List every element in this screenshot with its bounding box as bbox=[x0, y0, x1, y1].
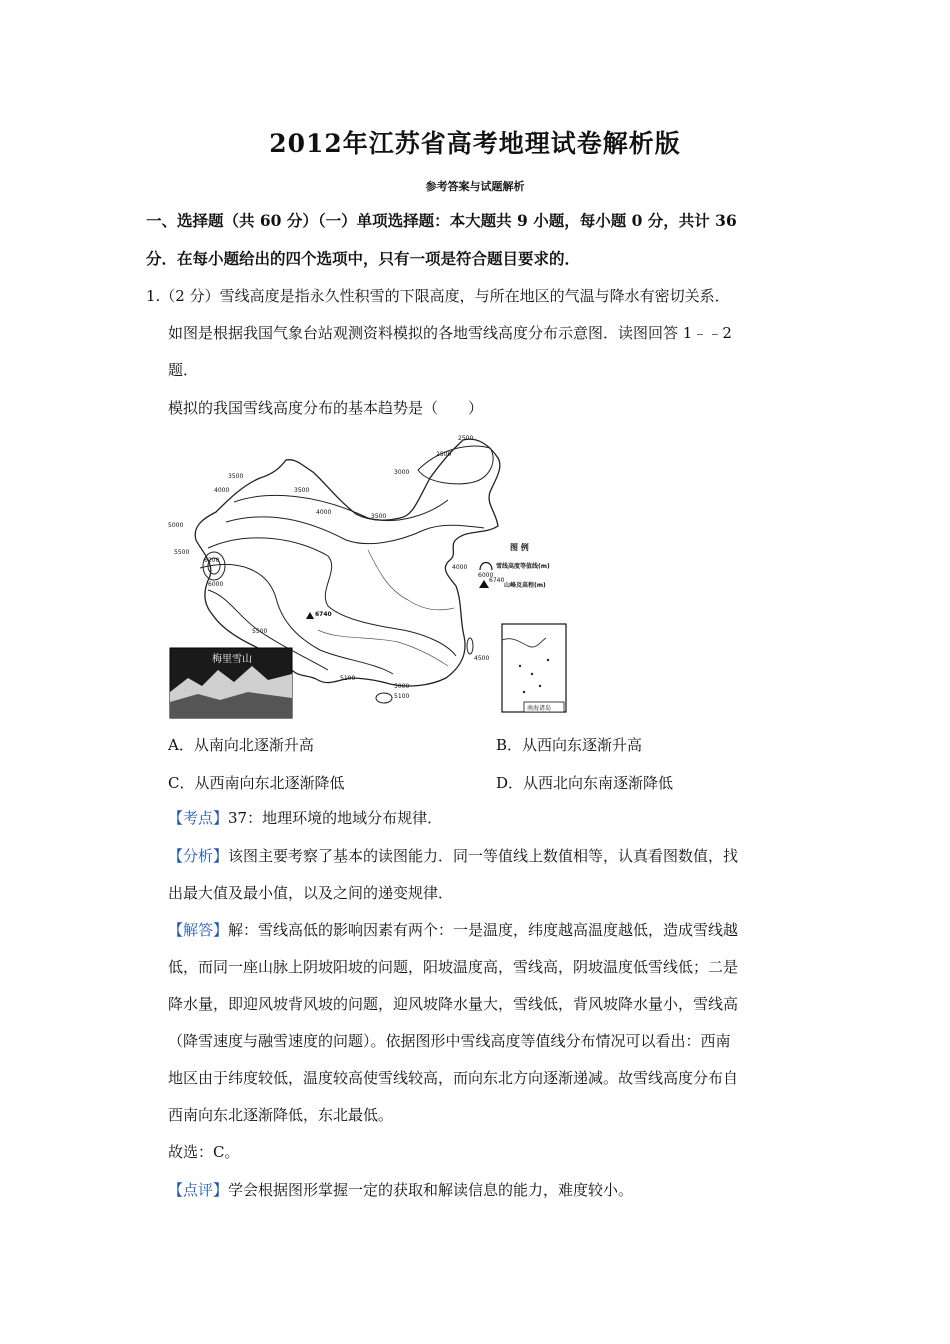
option-d: D．从西北向东南逐渐降低 bbox=[496, 774, 674, 792]
kaodian-tag: 【考点】 bbox=[168, 809, 229, 827]
kaodian-line bbox=[168, 800, 808, 837]
legend-peak-label: 山峰及高程(m) bbox=[504, 582, 546, 589]
answer-line: 故选：C。 bbox=[168, 1143, 240, 1161]
jieda-tag: 【解答】 bbox=[168, 921, 229, 939]
river-line bbox=[368, 550, 454, 610]
legend-title: 图 例 bbox=[510, 543, 529, 552]
question-line-3: 题． bbox=[168, 361, 199, 379]
inset-island bbox=[531, 673, 533, 675]
jieda-line-2: 低，而同一座山脉上阴坡阳坡的问题，阳坡温度高，雪线高，阴坡温度低雪线低；二是 bbox=[168, 958, 739, 976]
contour-label: 5500 bbox=[174, 549, 190, 556]
taiwan-island bbox=[467, 638, 473, 654]
jieda-line-4: （降雪速度与融雪速度的问题）。依据图形中雪线高度等值线分布情况可以看出：西南 bbox=[168, 1032, 731, 1050]
dianping-line bbox=[168, 1172, 808, 1209]
question-line-1: 1.（2 分）雪线高度是指永久性积雪的下限高度，与所在地区的气温与降水有密切关系． bbox=[146, 287, 730, 305]
document-subtitle: 参考答案与试题解析 bbox=[425, 180, 525, 193]
contour-label: 2500 bbox=[458, 435, 474, 442]
contour-label: 3500 bbox=[294, 487, 310, 494]
legend-peak-symbol bbox=[479, 580, 489, 588]
inset-island bbox=[547, 659, 549, 661]
contour-label: 4000 bbox=[214, 487, 230, 494]
jieda-line-5: 地区由于纬度较低，温度较高使雪线较高，而向东北方向逐渐递减。故雪线高度分布自 bbox=[168, 1069, 739, 1087]
jieda-line-3: 降水量，即迎风坡背风坡的问题，迎风坡降水量大，雪线低，背风坡降水量小，雪线高 bbox=[168, 995, 739, 1013]
section-heading-line-2: 分．在每小题给出的四个选项中，只有一项是符合题目要求的． bbox=[146, 249, 581, 268]
option-b: B．从西向东逐渐升高 bbox=[496, 736, 643, 754]
dianping-tag: 【点评】 bbox=[168, 1181, 229, 1199]
legend-contour-sample: 6000 bbox=[478, 572, 494, 579]
inset-island bbox=[523, 691, 525, 693]
legend-contour-label: 雪线高度等值线(m) bbox=[496, 563, 550, 570]
hainan-island bbox=[376, 693, 392, 703]
fenxi-tag: 【分析】 bbox=[168, 847, 229, 865]
contour-line bbox=[208, 538, 456, 656]
dianping-text: 学会根据图形掌握一定的获取和解读信息的能力，难度较小。 bbox=[228, 1181, 634, 1199]
contour-label: 4000 bbox=[316, 509, 332, 516]
snowline-map-svg bbox=[168, 430, 572, 720]
contour-label: 3000 bbox=[394, 469, 410, 476]
contour-label: 5000 bbox=[394, 683, 410, 690]
option-a: A．从南向北逐渐升高 bbox=[168, 736, 314, 754]
contour-label: 5500 bbox=[252, 628, 268, 635]
snowline-map-figure bbox=[168, 430, 572, 720]
fenxi-line-2: 出最大值及最小值，以及之间的递变规律． bbox=[168, 884, 454, 902]
contour-label: 6200 bbox=[204, 557, 220, 564]
document-title: 2012年江苏省高考地理试卷解析版 bbox=[269, 129, 681, 158]
legend-peak-sample: 6740 bbox=[489, 577, 505, 584]
contour-line bbox=[418, 446, 493, 484]
peak-marker bbox=[306, 612, 314, 619]
contour-label: 3500 bbox=[371, 513, 387, 520]
contour-label: 5100 bbox=[394, 693, 410, 700]
photo-label: 梅里雪山 bbox=[212, 654, 252, 665]
river-line bbox=[318, 630, 448, 666]
jieda-line-1 bbox=[168, 912, 808, 949]
contour-label: 5000 bbox=[168, 522, 184, 529]
contour-label: 5100 bbox=[340, 675, 356, 682]
legend-contour-symbol bbox=[480, 563, 492, 571]
jieda-text-1: 解：雪线高低的影响因素有两个：一是温度，纬度越高温度越低，造成雪线越 bbox=[228, 921, 739, 939]
kaodian-text: 37：地理环境的地域分布规律． bbox=[228, 809, 443, 827]
inset-island bbox=[539, 685, 541, 687]
contour-line bbox=[226, 517, 484, 544]
fenxi-line-1 bbox=[168, 838, 808, 875]
inset-island bbox=[519, 665, 521, 667]
contour-label: 4500 bbox=[474, 655, 490, 662]
contour-label: 3500 bbox=[228, 473, 244, 480]
contour-label: 6000 bbox=[208, 581, 224, 588]
question-stem: 模拟的我国雪线高度分布的基本趋势是（ ） bbox=[168, 399, 484, 417]
inset-frame bbox=[502, 624, 566, 712]
jieda-line-6: 西南向东北逐渐降低，东北最低。 bbox=[168, 1106, 394, 1124]
section-heading-line-1: 一、选择题（共 60 分）（一）单项选择题：本大题共 9 小题，每小题 0 分，共计 36 bbox=[146, 211, 737, 230]
inset-label: 南海诸岛 bbox=[527, 705, 552, 712]
option-c: C．从西南向东北逐渐降低 bbox=[168, 774, 345, 792]
contour-label: 4000 bbox=[452, 564, 468, 571]
question-line-2: 如图是根据我国气象台站观测资料模拟的各地雪线高度分布示意图．读图回答 1﹣﹣2 bbox=[168, 324, 732, 342]
peak-value: 6740 bbox=[315, 611, 332, 618]
fenxi-text-1: 该图主要考察了基本的读图能力．同一等值线上数值相等，认真看图数值，找 bbox=[228, 847, 739, 865]
contour-label: 2500 bbox=[436, 451, 452, 458]
